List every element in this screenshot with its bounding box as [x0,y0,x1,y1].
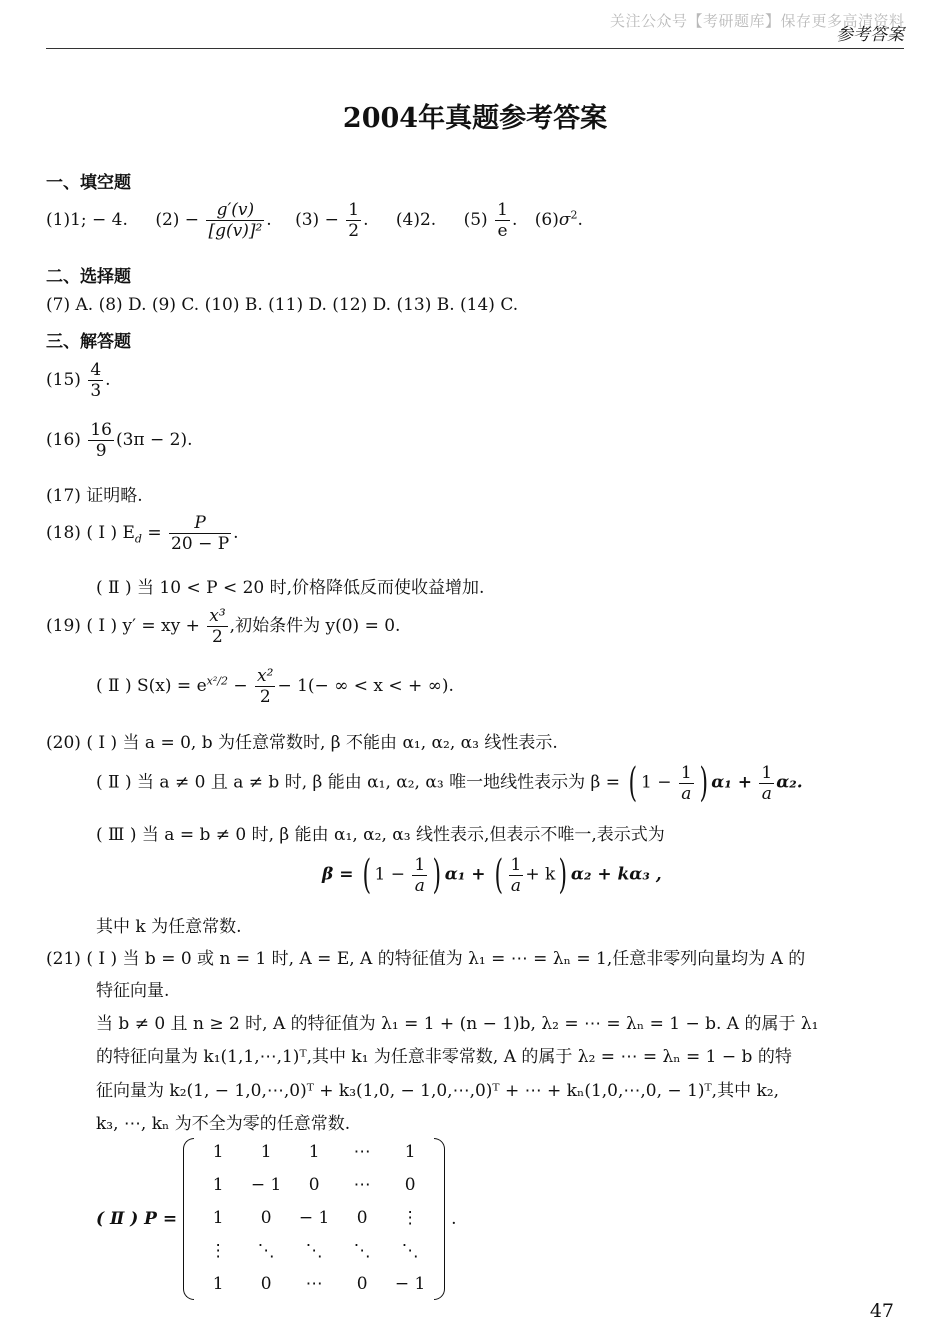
header-rule [46,48,904,49]
matrix-cell: 1 [212,1142,224,1162]
fill-a5: (5) $\frac{1}{e}$ . [463,200,518,241]
matrix-cell: 0 [356,1208,368,1228]
fill-a6: $(6)\sigma^2$. [534,208,583,230]
matrix-cell: − 1 [250,1175,282,1195]
section-heading-choice: 二、选择题 [46,267,131,287]
matrix-cell: ⋯ [305,1274,323,1294]
matrix-cell: ⋮ [401,1208,419,1228]
fill-answers [46,200,583,241]
matrix-cell: 0 [260,1274,272,1294]
matrix-p [194,1136,434,1301]
q20-part3: ( Ⅲ ) 当 a = b ≠ 0 时, β 能由 α₁, α₂, α₃ 线性表示,但表示不唯一,表示式为 [96,825,665,845]
matrix-cell: 1 [212,1175,224,1195]
q20-part1: (20) ( Ⅰ ) 当 a = 0, b 为任意常数时, β 不能由 α₁, α₂, α₃ 线性表示. [46,733,558,753]
matrix-cell: ⋱ [257,1241,275,1261]
matrix-cell: 0 [404,1175,416,1195]
q18-part2: ( Ⅱ ) 当 10 < P < 20 时,价格降低反而使收益增加. [96,578,485,598]
matrix-cell: − 1 [298,1208,330,1228]
matrix-cell: 1 [212,1208,224,1228]
matrix-cell: 0 [308,1175,320,1195]
q21-line3: 当 b ≠ 0 且 n ≥ 2 时, A 的特征值为 λ₁ = 1 + (n − 1)b, λ₂ = ⋯ = λₙ = 1 − b. A 的属于 λ₁ [96,1014,819,1034]
section-heading-fill: 一、填空题 [46,173,131,193]
choice-answers: (7) A. (8) D. (9) C. (10) B. (11) D. (12) D. (13) B. (14) C. [46,295,519,315]
q21-part2: ( Ⅱ ) P = 1 1 1 ⋯ 1 1 − 1 0 ⋯ 0 1 0 − 1 0 ⋮ ⋮ ⋱ ⋱ ⋱ ⋱ 1 0 ⋯ 0 − 1 . [96,1136,457,1301]
matrix-cell: ⋯ [353,1175,371,1195]
q20-equation: β = ( 1 − $\frac{1}{a}$ ) α₁ + ( $\frac{1}{a}$ + k) α₂ + kα₃ , [322,852,662,898]
fill-a4: (4)2. [395,210,437,230]
running-header: 参考答案 [836,25,904,45]
q19-part2: ( Ⅱ ) $S(x) = e^{x^2/2}$ − $\frac{\text{x²}}{2}$ − 1(− ∞ < x < + ∞). [96,666,454,707]
matrix-cell: 1 [404,1142,416,1162]
page-title: 2004年真题参考答案 [342,103,608,134]
matrix-cell: − 1 [394,1274,426,1294]
q21-line4: 的特征向量为 k₁(1,1,⋯,1)ᵀ,其中 k₁ 为任意非零常数, A 的属于 λ₂ = ⋯ = λₙ = 1 − b 的特 [96,1047,792,1067]
q21-line1: (21) ( Ⅰ ) 当 b = 0 或 n = 1 时, A = E, A 的特征值为 λ₁ = ⋯ = λₙ = 1,任意非零列向量均为 A 的 [46,949,806,969]
q20-note: 其中 k 为任意常数. [96,917,242,937]
matrix-cell: ⋯ [353,1142,371,1162]
matrix-cell: ⋱ [305,1241,323,1261]
q17-answer: (17) 证明略. [46,486,143,506]
page-number: 47 [869,1300,894,1322]
matrix-cell: ⋮ [209,1241,227,1261]
matrix-cell: 1 [260,1142,272,1162]
q15-answer: (15) $\frac{4}{3}$ . [46,360,111,401]
q19-part1: (19) ( Ⅰ ) y′ = xy + $\frac{\text{x³}}{2}$ ,初始条件为 y(0) = 0. [46,606,401,647]
q16-answer: (16) $\frac{16}{9}$ (3π − 2). [46,420,193,461]
matrix-left-bracket [183,1138,194,1300]
fill-a3: (3) − $\frac{1}{2}$ . [295,200,369,241]
matrix-right-bracket [434,1138,445,1300]
q21-line6: k₃, ⋯, kₙ 为不全为零的任意常数. [96,1114,351,1134]
watermark: 关注公众号【考研题库】保存更多高清资料 [610,12,905,30]
matrix-cell: 1 [308,1142,320,1162]
matrix-cell: 1 [212,1274,224,1294]
section-heading-solve: 三、解答题 [46,332,131,352]
matrix-cell: ⋱ [401,1241,419,1261]
fill-a2: (2) − $\frac{g'(v)}{\text{[g(v)]²}}$ . [155,200,272,241]
matrix-cell: 0 [260,1208,272,1228]
q21-line5: 征向量为 k₂(1, − 1,0,⋯,0)ᵀ + k₃(1,0, − 1,0,⋯,0)ᵀ + ⋯ + kₙ(1,0,⋯,0, − 1)ᵀ,其中 k₂, [96,1081,779,1101]
fill-a1: (1)1; − 4. [46,210,128,230]
matrix-cell: ⋱ [353,1241,371,1261]
q20-part2: ( Ⅱ ) 当 a ≠ 0 且 a ≠ b 时, β 能由 α₁, α₂, α₃ 唯一地线性表示为 β = ( 1 − $\frac{1}{a}$ ) α₁ + $\frac{1}{a}$ α₂. [96,760,803,806]
q21-line2: 特征向量. [96,981,170,1001]
matrix-cell: 0 [356,1274,368,1294]
q18-part1: (18) ( Ⅰ ) $E_d$ = $\frac{P}{20 - P}$ . [46,513,239,554]
